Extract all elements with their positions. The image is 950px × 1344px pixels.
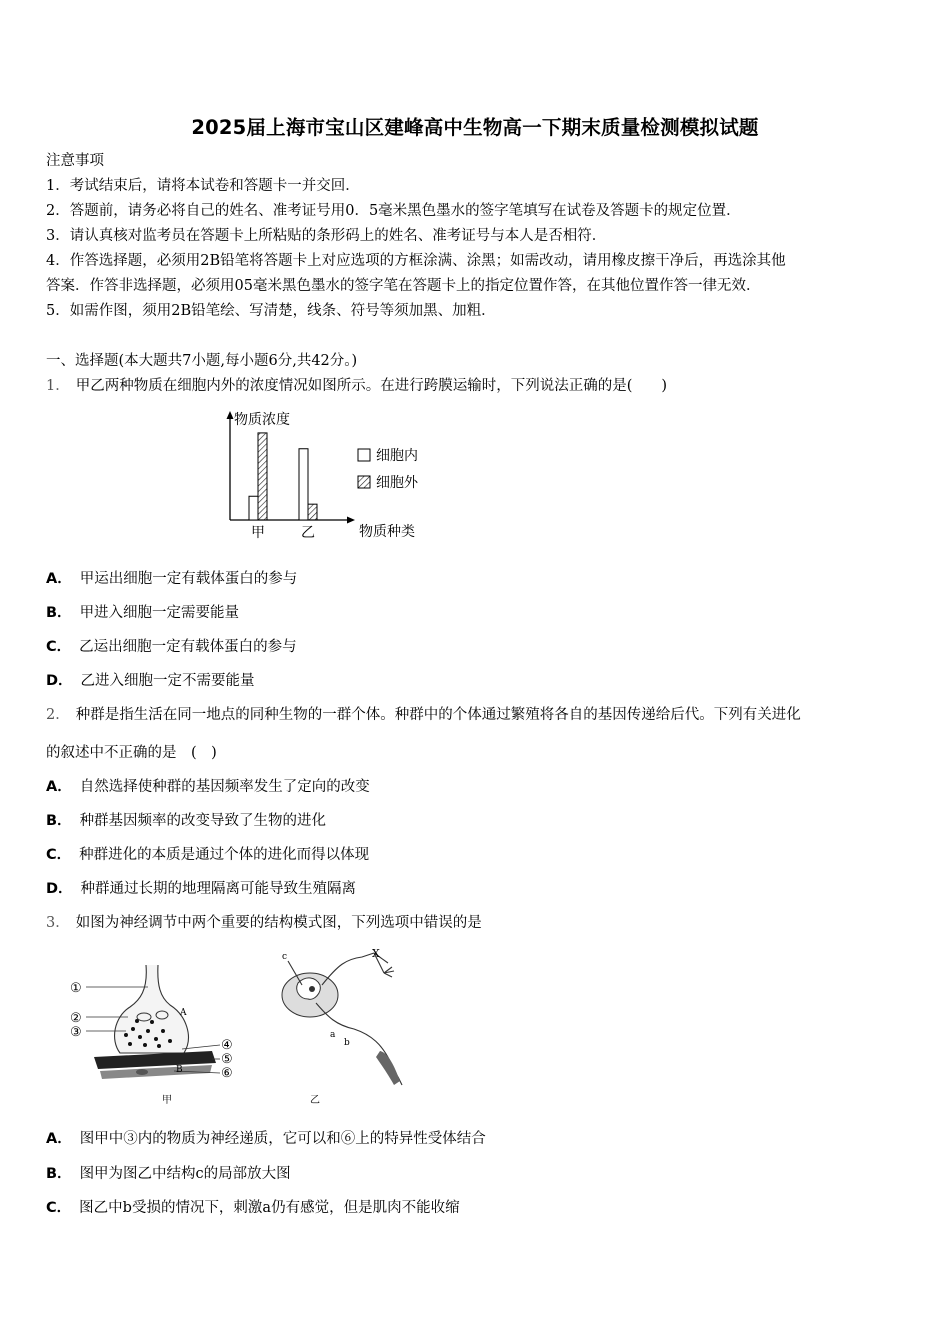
question-2-stem xyxy=(46,705,801,725)
figure-caption-yi: 乙 xyxy=(310,1095,320,1106)
option-text: 图甲中③内的物质为神经递质，它可以和⑥上的特异性受体结合 xyxy=(79,1131,486,1147)
option-d[interactable] xyxy=(46,671,255,691)
question-text: 种群是指生活在同一地点的同种生物的一群个体。种群中的个体通过繁殖将各自的基因传递给后代。下列有关进化 xyxy=(75,707,801,723)
label-3: ③ xyxy=(70,1025,82,1040)
option-text: 甲运出细胞一定有载体蛋白的参与 xyxy=(79,571,298,587)
category-label: 甲 xyxy=(251,525,265,541)
option-text: 甲进入细胞一定需要能量 xyxy=(79,605,240,621)
notice-item: 3．请认真核对监考员在答题卡上所粘贴的条形码上的姓名、准考证号与本人是否相符． xyxy=(46,228,607,244)
option-text: 乙进入细胞一定不需要能量 xyxy=(80,673,255,689)
option-a[interactable] xyxy=(46,777,370,797)
option-b[interactable] xyxy=(46,603,239,623)
option-text: 图乙中b受损的情况下，刺激a仍有感觉，但是肌肉不能收缩 xyxy=(79,1200,460,1216)
notice-item: 1．考试结束后，请将本试卷和答题卡一并交回． xyxy=(46,178,360,194)
option-text: 乙运出细胞一定有载体蛋白的参与 xyxy=(79,639,297,655)
option-letter: D． xyxy=(46,881,73,897)
label-1: ① xyxy=(70,981,82,996)
option-d[interactable] xyxy=(46,879,356,899)
section-heading: 一、选择题(本大题共7小题,每小题6分,共42分。) xyxy=(46,353,358,369)
label-4: ④ xyxy=(221,1038,233,1053)
x-axis-arrow xyxy=(347,517,355,524)
option-text: 种群通过长期的地理隔离可能导致生殖隔离 xyxy=(80,881,357,897)
option-c[interactable] xyxy=(46,637,297,657)
figure-caption-jia: 甲 xyxy=(162,1095,172,1106)
notice-item: 4．作答选择题，必须用2B铅笔将答题卡上对应选项的方框涂满、涂黑；如需改动，请用橡皮擦干净后，再选涂其他 xyxy=(46,253,786,269)
option-a[interactable] xyxy=(46,569,297,589)
option-letter: B． xyxy=(46,1166,72,1182)
legend-swatch-inside xyxy=(358,449,370,461)
notice-item: 答案．作答非选择题，必须用05毫米黑色墨水的签字笔在答题卡上的指定位置作答，在其他位置作答一律无效． xyxy=(46,278,761,294)
option-text: 种群基因频率的改变导致了生物的进化 xyxy=(79,813,327,829)
option-b[interactable] xyxy=(46,1164,291,1184)
option-letter: C． xyxy=(46,1200,72,1216)
label-5: ⑤ xyxy=(221,1052,233,1067)
legend-swatch-outside xyxy=(358,476,370,488)
option-letter: A． xyxy=(46,1131,72,1147)
label-b: b xyxy=(344,1038,350,1048)
y-axis-arrow xyxy=(227,411,234,419)
question-2-stem-cont: 的叙述中不正确的是 ( ) xyxy=(46,745,217,761)
notice-heading: 注意事项 xyxy=(46,153,104,169)
question-number: 2． xyxy=(46,707,70,723)
bar-inside-1 xyxy=(249,496,258,520)
option-c[interactable] xyxy=(46,845,369,865)
option-c[interactable] xyxy=(46,1198,460,1218)
bar-outside-1 xyxy=(258,433,267,520)
label-A: A xyxy=(180,1008,187,1018)
bar-outside-2 xyxy=(308,504,317,520)
option-text: 自然选择使种群的基因频率发生了定向的改变 xyxy=(79,779,370,795)
notice-item: 5．如需作图，须用2B铅笔绘、写清楚，线条、符号等须加黑、加粗． xyxy=(46,303,496,319)
option-letter: A． xyxy=(46,571,72,587)
question-number: 3． xyxy=(46,915,70,931)
label-X: X xyxy=(372,947,380,960)
reflex-arc-diagram xyxy=(272,945,422,1110)
question-text: 甲乙两种物质在细胞内外的浓度情况如图所示。在进行跨膜运输时，下列说法正确的是( ) xyxy=(75,378,668,394)
label-B: B xyxy=(176,1065,183,1075)
label-c: c xyxy=(282,952,288,962)
option-letter: B． xyxy=(46,605,72,621)
option-letter: D． xyxy=(46,673,73,689)
notice-item: 2．答题前，请务必将自己的姓名、准考证号用0．5毫米黑色墨水的签字笔填写在试卷及答题卡的规定位置． xyxy=(46,203,741,219)
option-text: 图甲为图乙中结构c的局部放大图 xyxy=(79,1166,291,1182)
synapse-diagram xyxy=(62,945,247,1110)
label-2: ② xyxy=(70,1011,82,1026)
bar-inside-2 xyxy=(299,449,308,520)
page-title: 2025届上海市宝山区建峰高中生物高一下期末质量检测模拟试题 xyxy=(191,116,759,139)
concentration-bar-chart xyxy=(220,405,435,545)
option-b[interactable] xyxy=(46,811,326,831)
label-a: a xyxy=(330,1030,336,1040)
option-text: 种群进化的本质是通过个体的进化而得以体现 xyxy=(79,847,370,863)
legend-label: 细胞内 xyxy=(376,448,418,464)
legend-label: 细胞外 xyxy=(376,475,418,491)
option-letter: A． xyxy=(46,779,72,795)
option-a[interactable] xyxy=(46,1129,486,1149)
category-label: 乙 xyxy=(301,525,315,541)
option-letter: C． xyxy=(46,639,72,655)
option-letter: C． xyxy=(46,847,72,863)
question-number: 1． xyxy=(46,378,70,394)
question-text: 如图为神经调节中两个重要的结构模式图，下列选项中错误的是 xyxy=(75,915,482,931)
question-1-stem xyxy=(46,376,667,396)
question-3-stem xyxy=(46,913,482,933)
y-axis-label: 物质浓度 xyxy=(234,412,290,428)
option-letter: B． xyxy=(46,813,72,829)
label-6: ⑥ xyxy=(221,1066,233,1081)
x-axis-label: 物质种类 xyxy=(359,524,415,540)
